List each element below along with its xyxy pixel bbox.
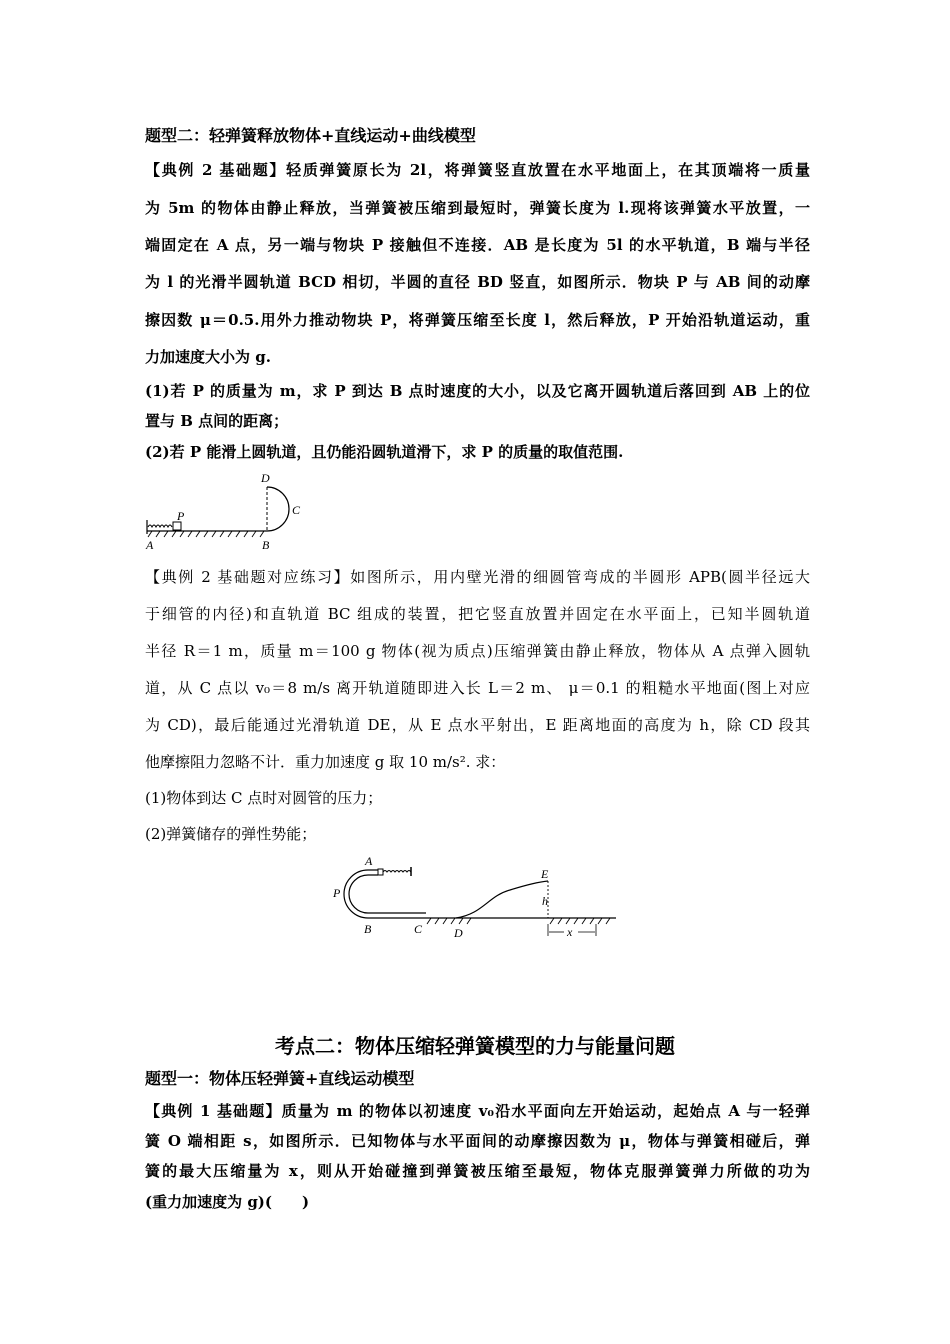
label-D: D: [261, 471, 270, 485]
practice-line: 于细管的内径)和直轨道 BC 组成的装置，把它竖直放置并固定在水平面上，已知半圆轨道: [145, 605, 810, 623]
practice-question-2: (2)弹簧储存的弹性势能；: [145, 825, 317, 843]
example-line: 端固定在 A 点，另一端与物块 P 接触但不连接．AB 是长度为 5l 的水平轨道，B 端与半径: [145, 236, 810, 254]
label-A: A: [146, 538, 154, 552]
label-P: P: [177, 509, 185, 523]
example-line: 为 l 的光滑半圆轨道 BCD 相切，半圆的直径 BD 竖直，如图所示．物块 P 与 AB 间的动摩: [145, 273, 810, 291]
example-line: 簧 O 端相距 s，如图所示．已知物体与水平面间的动摩擦因数为 μ，物体与弹簧相碰后，弹: [145, 1132, 810, 1150]
practice-line: 道，从 C 点以 v₀＝8 m/s 离开轨道随即进入长 L＝2 m、 μ＝0.1 的粗糙水平地面(图上对应: [145, 679, 810, 697]
label-h: h: [542, 894, 548, 908]
label-B: B: [262, 538, 270, 552]
label-A: A: [365, 854, 373, 868]
label-C: C: [414, 922, 423, 936]
question-1: (1)若 P 的质量为 m，求 P 到达 B 点时速度的大小，以及它离开圆轨道后落回到 AB 上的位: [145, 382, 810, 400]
example-line: (重力加速度为 g)( ): [145, 1193, 310, 1211]
label-B: B: [364, 922, 372, 936]
practice-line: 半径 R＝1 m，质量 m＝100 g 物体(视为质点)压缩弹簧由静止释放，物体从 A 点弹入圆轨: [145, 642, 810, 660]
example-line: 为 5m 的物体由静止释放，当弹簧被压缩到最短时，弹簧长度为 l.现将该弹簧水平放置，一: [145, 199, 810, 217]
figure-tube-track: [328, 852, 620, 944]
section-heading: 题型二：轻弹簧释放物体+直线运动+曲线模型: [145, 126, 476, 145]
example-line: 擦因数 μ＝0.5.用外力推动物块 P，将弹簧压缩至长度 l，然后释放，P 开始沿轨道运动，重: [145, 311, 810, 329]
question-1-cont: 置与 B 点间的距离；: [145, 412, 289, 430]
practice-line: 为 CD)，最后能通过光滑轨道 DE，从 E 点水平射出，E 距离地面的高度为 h，除 CD 段其: [145, 716, 810, 734]
label-C: C: [292, 503, 301, 517]
practice-line: 他摩擦阻力忽略不计．重力加速度 g 取 10 m/s². 求：: [145, 753, 506, 771]
section-title: 考点二：物体压缩轻弹簧模型的力与能量问题: [275, 1034, 675, 1058]
practice-line: 【典例 2 基础题对应练习】如图所示，用内壁光滑的细圆管弯成的半圆形 APB(圆半径远大: [145, 568, 810, 586]
practice-question-1: (1)物体到达 C 点时对圆管的压力；: [145, 789, 383, 807]
figure-spring-semicircle-track: [140, 468, 315, 553]
example-line: 簧的最大压缩量为 x，则从开始碰撞到弹簧被压缩至最短，物体克服弹簧弹力所做的功为: [145, 1162, 810, 1180]
example-line: 【典例 2 基础题】轻质弹簧原长为 2l，将弹簧竖直放置在水平地面上，在其顶端将一质量: [145, 161, 810, 179]
label-P: P: [333, 886, 341, 900]
example-line: 【典例 1 基础题】质量为 m 的物体以初速度 v₀沿水平面向左开始运动，起始点 A 与一轻弹: [145, 1102, 810, 1120]
label-E: E: [541, 867, 549, 881]
label-D: D: [454, 926, 463, 940]
example-line: 力加速度大小为 g.: [145, 348, 271, 366]
label-x: x: [567, 925, 573, 939]
section-heading: 题型一：物体压轻弹簧+直线运动模型: [145, 1069, 415, 1088]
question-2: (2)若 P 能滑上圆轨道，且仍能沿圆轨道滑下，求 P 的质量的取值范围.: [145, 443, 624, 461]
